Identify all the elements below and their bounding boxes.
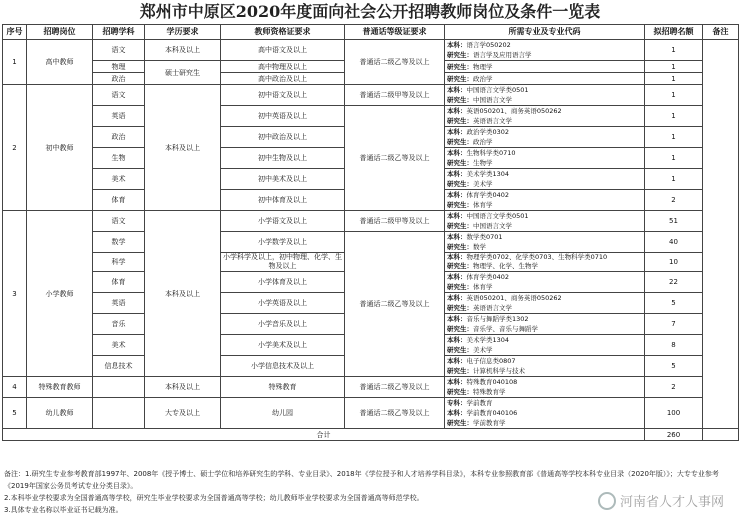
cert: 小学美术及以上 [221, 335, 345, 356]
mandarin: 普通话二级甲等及以上 [345, 85, 445, 106]
education: 硕士研究生 [145, 61, 221, 85]
cert: 高中政治及以上 [221, 73, 345, 85]
table-row [3, 211, 739, 232]
cert: 小学英语及以上 [221, 293, 345, 314]
major: 本科：中国语言文学类0501 研究生：中国语言文学 [445, 85, 645, 106]
group-post: 初中教师 [27, 85, 93, 211]
group-post: 小学教师 [27, 211, 93, 377]
subject [93, 377, 145, 398]
table-row [3, 398, 739, 429]
subject: 英语 [93, 293, 145, 314]
mandarin: 普通话二级乙等及以上 [345, 106, 445, 211]
cert: 小学音乐及以上 [221, 314, 345, 335]
major: 本科：物理学类0702、化学类0703、生物科学类0710 研究生：物理学、化学、生物学 [445, 253, 645, 272]
subject: 美术 [93, 335, 145, 356]
header-subject: 招聘学科 [93, 25, 145, 40]
major: 本科：政治学类0302 研究生：政治学 [445, 127, 645, 148]
header-no: 序号 [3, 25, 27, 40]
table-row [3, 106, 739, 127]
count: 1 [645, 106, 703, 127]
note-line: 2.本科毕业学校要求为全国普通高等学校，研究生毕业学校要求为全国普通高等学校；幼儿教师毕业学校要求为全国普通高等师范学校。 [4, 494, 424, 502]
cert: 小学信息技术及以上 [221, 356, 345, 377]
major: 本科：生物科学类0710 研究生：生物学 [445, 148, 645, 169]
cert: 初中语文及以上 [221, 85, 345, 106]
major: 本科：电子信息类0807 研究生：计算机科学与技术 [445, 356, 645, 377]
major: 本科：特殊教育040108 研究生：特殊教育学 [445, 377, 645, 398]
remark [703, 40, 739, 429]
group-no: 3 [3, 211, 27, 377]
count: 100 [645, 398, 703, 429]
cert: 幼儿园 [221, 398, 345, 429]
total-label: 合计 [3, 429, 645, 441]
subject: 体育 [93, 272, 145, 293]
total-row [3, 429, 739, 441]
count: 10 [645, 253, 703, 272]
count: 1 [645, 85, 703, 106]
subject: 英语 [93, 106, 145, 127]
major: 研究生：政治学 [445, 73, 645, 85]
header-remark: 备注 [703, 25, 739, 40]
education: 本科及以上 [145, 85, 221, 211]
note-line: 备注：1.研究生专业参考教育部1997年、2008年《授予博士、硕士学位和培养研究生的学科、专业目录》、2018年《学位授予和人才培养学科目录》，本科专业参照教育部《普通高等学校本科专业目录（2020年版）》；大专专业参考《2019年国家公务员考试专业分类目录》。 [4, 470, 719, 490]
header-education: 学历要求 [145, 25, 221, 40]
major: 本科：中国语言文学类0501 研究生：中国语言文学 [445, 211, 645, 232]
header-count: 拟招聘名额 [645, 25, 703, 40]
cert: 初中美术及以上 [221, 169, 345, 190]
recruitment-table [2, 24, 739, 441]
count: 8 [645, 335, 703, 356]
cert: 初中生物及以上 [221, 148, 345, 169]
count: 1 [645, 61, 703, 73]
mandarin: 普通话二级乙等及以上 [345, 377, 445, 398]
watermark [598, 491, 724, 510]
count: 2 [645, 190, 703, 211]
education: 本科及以上 [145, 40, 221, 61]
education: 本科及以上 [145, 211, 221, 377]
subject: 物理 [93, 61, 145, 73]
group-no: 4 [3, 377, 27, 398]
header-cert: 教师资格证要求 [221, 25, 345, 40]
header-major: 所需专业及专业代码 [445, 25, 645, 40]
cert: 高中语文及以上 [221, 40, 345, 61]
subject [93, 398, 145, 429]
major: 本科：数学类0701 研究生：数学 [445, 232, 645, 253]
group-post: 高中教师 [27, 40, 93, 85]
cert: 初中英语及以上 [221, 106, 345, 127]
count: 7 [645, 314, 703, 335]
table-row [3, 85, 739, 106]
major: 本科：英语050201、商务英语050262 研究生：英语语言文学 [445, 106, 645, 127]
mandarin: 普通话二级甲等及以上 [345, 211, 445, 232]
major: 本科：音乐与舞蹈学类1302 研究生：音乐学、音乐与舞蹈学 [445, 314, 645, 335]
subject: 生物 [93, 148, 145, 169]
group-no: 5 [3, 398, 27, 429]
count: 1 [645, 40, 703, 61]
count: 22 [645, 272, 703, 293]
subject: 信息技术 [93, 356, 145, 377]
count: 5 [645, 356, 703, 377]
total-remark [703, 429, 739, 441]
education: 本科及以上 [145, 377, 221, 398]
cert: 特殊教育 [221, 377, 345, 398]
total-count: 260 [645, 429, 703, 441]
subject: 政治 [93, 127, 145, 148]
count: 40 [645, 232, 703, 253]
major: 本科：体育学类0402 研究生：体育学 [445, 190, 645, 211]
count: 1 [645, 148, 703, 169]
watermark-text: 河南省人才人事网 [619, 495, 724, 510]
subject: 音乐 [93, 314, 145, 335]
major: 研究生：物理学 [445, 61, 645, 73]
major: 本科：美术学类1304 研究生：美术学 [445, 335, 645, 356]
table-row [3, 377, 739, 398]
major: 本科：语言学050202 研究生：语言学及应用语言学 [445, 40, 645, 61]
count: 1 [645, 73, 703, 85]
count: 5 [645, 293, 703, 314]
count: 51 [645, 211, 703, 232]
header-post: 招聘岗位 [27, 25, 93, 40]
subject: 体育 [93, 190, 145, 211]
subject: 科学 [93, 253, 145, 272]
table-row [3, 232, 739, 253]
note-line: 3.具体专业名称以毕业证书记载为准。 [4, 506, 123, 514]
major: 本科：美术学类1304 研究生：美术学 [445, 169, 645, 190]
cert: 初中政治及以上 [221, 127, 345, 148]
subject: 语文 [93, 40, 145, 61]
count: 2 [645, 377, 703, 398]
major: 本科：英语050201、商务英语050262 研究生：英语语言文学 [445, 293, 645, 314]
group-no: 2 [3, 85, 27, 211]
subject: 语文 [93, 85, 145, 106]
major: 专科：学前教育 本科：学前教育040106 研究生：学前教育学 [445, 398, 645, 429]
header-mandarin: 普通话等级证要求 [345, 25, 445, 40]
cert: 小学科学及以上，初中物理、化学、生物及以上 [221, 253, 345, 272]
subject: 政治 [93, 73, 145, 85]
mandarin: 普通话二级乙等及以上 [345, 398, 445, 429]
cert: 小学数学及以上 [221, 232, 345, 253]
mandarin: 普通话二级乙等及以上 [345, 40, 445, 85]
page-title: 郑州市中原区2020年度面向社会公开招聘教师岗位及条件一览表 [139, 2, 601, 21]
count: 1 [645, 127, 703, 148]
group-no: 1 [3, 40, 27, 85]
group-post: 幼儿教师 [27, 398, 93, 429]
major: 本科：体育学类0402 研究生：体育学 [445, 272, 645, 293]
count: 1 [645, 169, 703, 190]
group-post: 特殊教育教师 [27, 377, 93, 398]
subject: 数学 [93, 232, 145, 253]
table-row [3, 40, 739, 61]
header-row [3, 25, 739, 40]
education: 大专及以上 [145, 398, 221, 429]
mandarin: 普通话二级乙等及以上 [345, 232, 445, 377]
cert: 小学体育及以上 [221, 272, 345, 293]
cert: 高中物理及以上 [221, 61, 345, 73]
subject: 语文 [93, 211, 145, 232]
cert: 小学语文及以上 [221, 211, 345, 232]
subject: 美术 [93, 169, 145, 190]
wechat-logo-icon [598, 492, 616, 510]
cert: 初中体育及以上 [221, 190, 345, 211]
